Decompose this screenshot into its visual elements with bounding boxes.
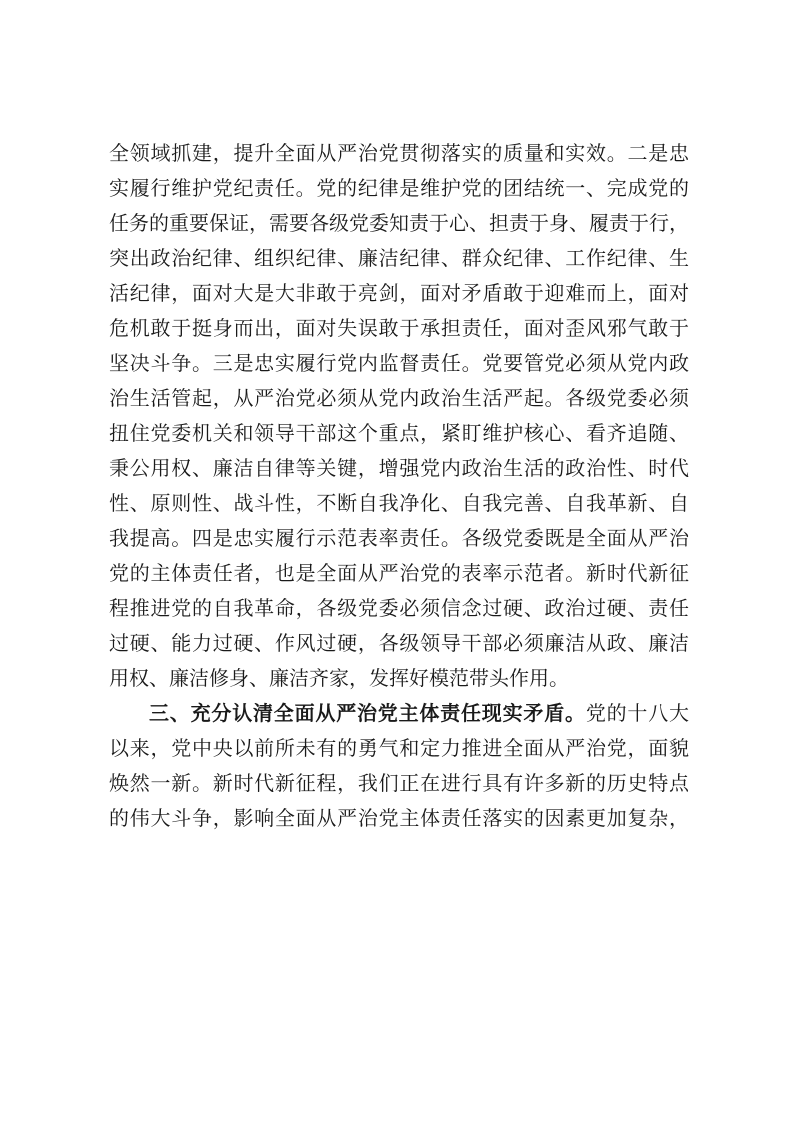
text-line: 实履行维护党纪责任。党的纪律是维护党的团结统一、完成党的 <box>109 176 689 200</box>
text-line: 全领域抓建，提升全面从严治党贯彻落实的质量和实效。二是忠 <box>109 141 689 165</box>
text-line: 用权、廉洁修身、廉洁齐家，发挥好模范带头作用。 <box>109 666 569 690</box>
text-line: 焕然一新。新时代新征程，我们正在进行具有许多新的历史特点 <box>109 771 689 795</box>
text-line: 危机敢于挺身而出，面对失误敢于承担责任，面对歪风邪气敢于 <box>109 316 689 340</box>
text-line: 党的主体责任者，也是全面从严治党的表率示范者。新时代新征 <box>109 561 689 585</box>
text-line: 以来，党中央以前所未有的勇气和定力推进全面从严治党，面貌 <box>109 736 689 760</box>
text-line: 的伟大斗争，影响全面从严治党主体责任落实的因素更加复杂， <box>109 806 689 830</box>
text-line: 过硬、能力过硬、作风过硬，各级领导干部必须廉洁从政、廉洁 <box>109 631 689 655</box>
heading-continuation: 党的十八大 <box>585 701 690 725</box>
text-line: 治生活管起，从严治党必须从党内政治生活严起。各级党委必须 <box>109 386 689 410</box>
text-line: 活纪律，面对大是大非敢于亮剑，面对矛盾敢于迎难而上，面对 <box>109 281 689 305</box>
paragraph-1 <box>109 136 689 696</box>
text-line: 程推进党的自我革命，各级党委必须信念过硬、政治过硬、责任 <box>109 596 689 620</box>
text-line: 扭住党委机关和领导干部这个重点，紧盯维护核心、看齐追随、 <box>109 421 689 445</box>
text-line <box>109 696 689 731</box>
text-line: 突出政治纪律、组织纪律、廉洁纪律、群众纪律、工作纪律、生 <box>109 246 689 270</box>
text-line: 我提高。四是忠实履行示范表率责任。各级党委既是全面从严治 <box>109 526 689 550</box>
text-line: 坚决斗争。三是忠实履行党内监督责任。党要管党必须从党内政 <box>109 351 689 375</box>
text-line: 秉公用权、廉洁自律等关键，增强党内政治生活的政治性、时代 <box>109 456 689 480</box>
paragraph-2 <box>109 696 689 836</box>
text-line: 任务的重要保证，需要各级党委知责于心、担责于身、履责于行， <box>109 211 689 235</box>
document-body <box>109 136 689 836</box>
section-heading: 三、充分认清全面从严治党主体责任现实矛盾。 <box>149 701 586 725</box>
text-line: 性、原则性、战斗性，不断自我净化、自我完善、自我革新、自 <box>109 491 689 515</box>
